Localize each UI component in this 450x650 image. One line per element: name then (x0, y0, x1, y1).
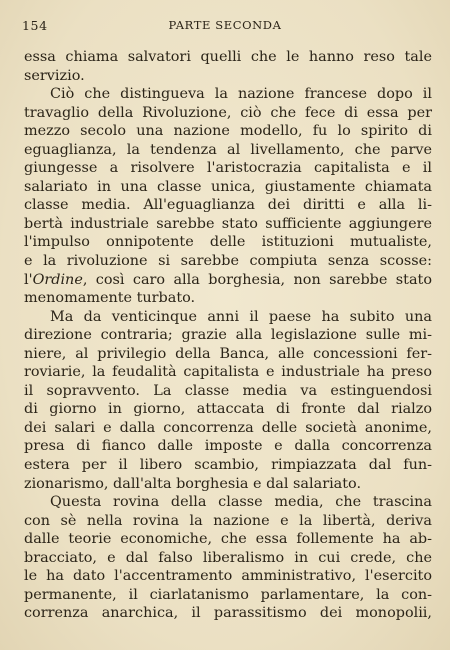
text-line: estera per il libero scambio, rimpiazzata dal fun- (24, 457, 432, 474)
text-fragment: , così caro alla borghesia, non sarebbe stato (82, 271, 432, 288)
text-line: correnza anarchica, il parassitismo dei monopolii, (24, 605, 432, 622)
text-line: servizio. (24, 67, 85, 84)
page-number: 154 (22, 18, 48, 33)
text-line: e la rivoluzione si sarebbe compiuta senza scosse: (24, 253, 432, 270)
text-line: dalle teorie economiche, che essa follemente ha ab- (24, 531, 432, 548)
italic-word: Ordine (32, 271, 83, 288)
paragraph (24, 48, 432, 85)
body-text (24, 48, 432, 623)
text-line: permanente, il ciarlatanismo parlamentare, la con- (24, 586, 432, 603)
text-line: menomamente turbato. (24, 290, 196, 307)
text-line: travaglio della Rivoluzione, ciò che fece di essa per (24, 104, 432, 121)
text-line: direzione contraria; grazie alla legislazione sulle mi- (24, 327, 432, 344)
paragraph (24, 308, 432, 493)
text-line: presa di fianco dalle imposte e dalla concorrenza (24, 438, 432, 455)
text-line: Ma da venticinque anni il paese ha subito una (50, 308, 432, 325)
text-line: niere, al privilegio della Banca, alle concessioni fer- (24, 345, 432, 362)
text-line: roviarie, la feudalità capitalista e industriale ha preso (24, 364, 432, 381)
text-line: mezzo secolo una nazione modello, fu lo spirito di (24, 123, 432, 140)
text-line: il sopravvento. La classe media va estinguendosi (24, 382, 432, 399)
text-line: zionarismo, dall'alta borghesia e dal salariato. (24, 475, 362, 492)
text-line: essa chiama salvatori quelli che le hanno reso tale (24, 49, 432, 65)
text-line: bertà industriale sarebbe stato sufficiente aggiungere (24, 215, 432, 232)
paragraph (24, 493, 432, 623)
text-fragment: l' (24, 271, 33, 288)
text-line: Questa rovina della classe media, che trascina (50, 494, 432, 511)
text-line: eguaglianza, la tendenza al livellamento, che parve (24, 141, 432, 158)
text-line: Ciò che distingueva la nazione francese dopo il (50, 86, 432, 103)
paragraph (24, 85, 432, 308)
text-line: di giorno in giorno, attaccata di fronte dal rialzo (24, 401, 432, 418)
text-line: classe media. All'eguaglianza dei diritti e alla li- (24, 197, 432, 214)
text-line: giungesse a risolvere l'aristocrazia capitalista e il (24, 160, 432, 177)
text-line: l'impulso onnipotente delle istituzioni mutualiste, (24, 234, 432, 251)
text-line: salariato in una classe unica, giustamente chiamata (24, 178, 432, 195)
text-line: dei salari e dalla concorrenza delle società anonime, (24, 419, 432, 436)
text-line: bracciato, e dal falso liberalismo in cui crede, che (24, 549, 432, 566)
text-line: con sè nella rovina la nazione e la libertà, deriva (24, 512, 432, 529)
text-line-with-italic (24, 271, 432, 290)
section-title: PARTE SECONDA (168, 18, 282, 32)
running-head (22, 18, 428, 34)
text-line: le ha dato l'accentramento amministrativo, l'esercito (24, 568, 432, 585)
